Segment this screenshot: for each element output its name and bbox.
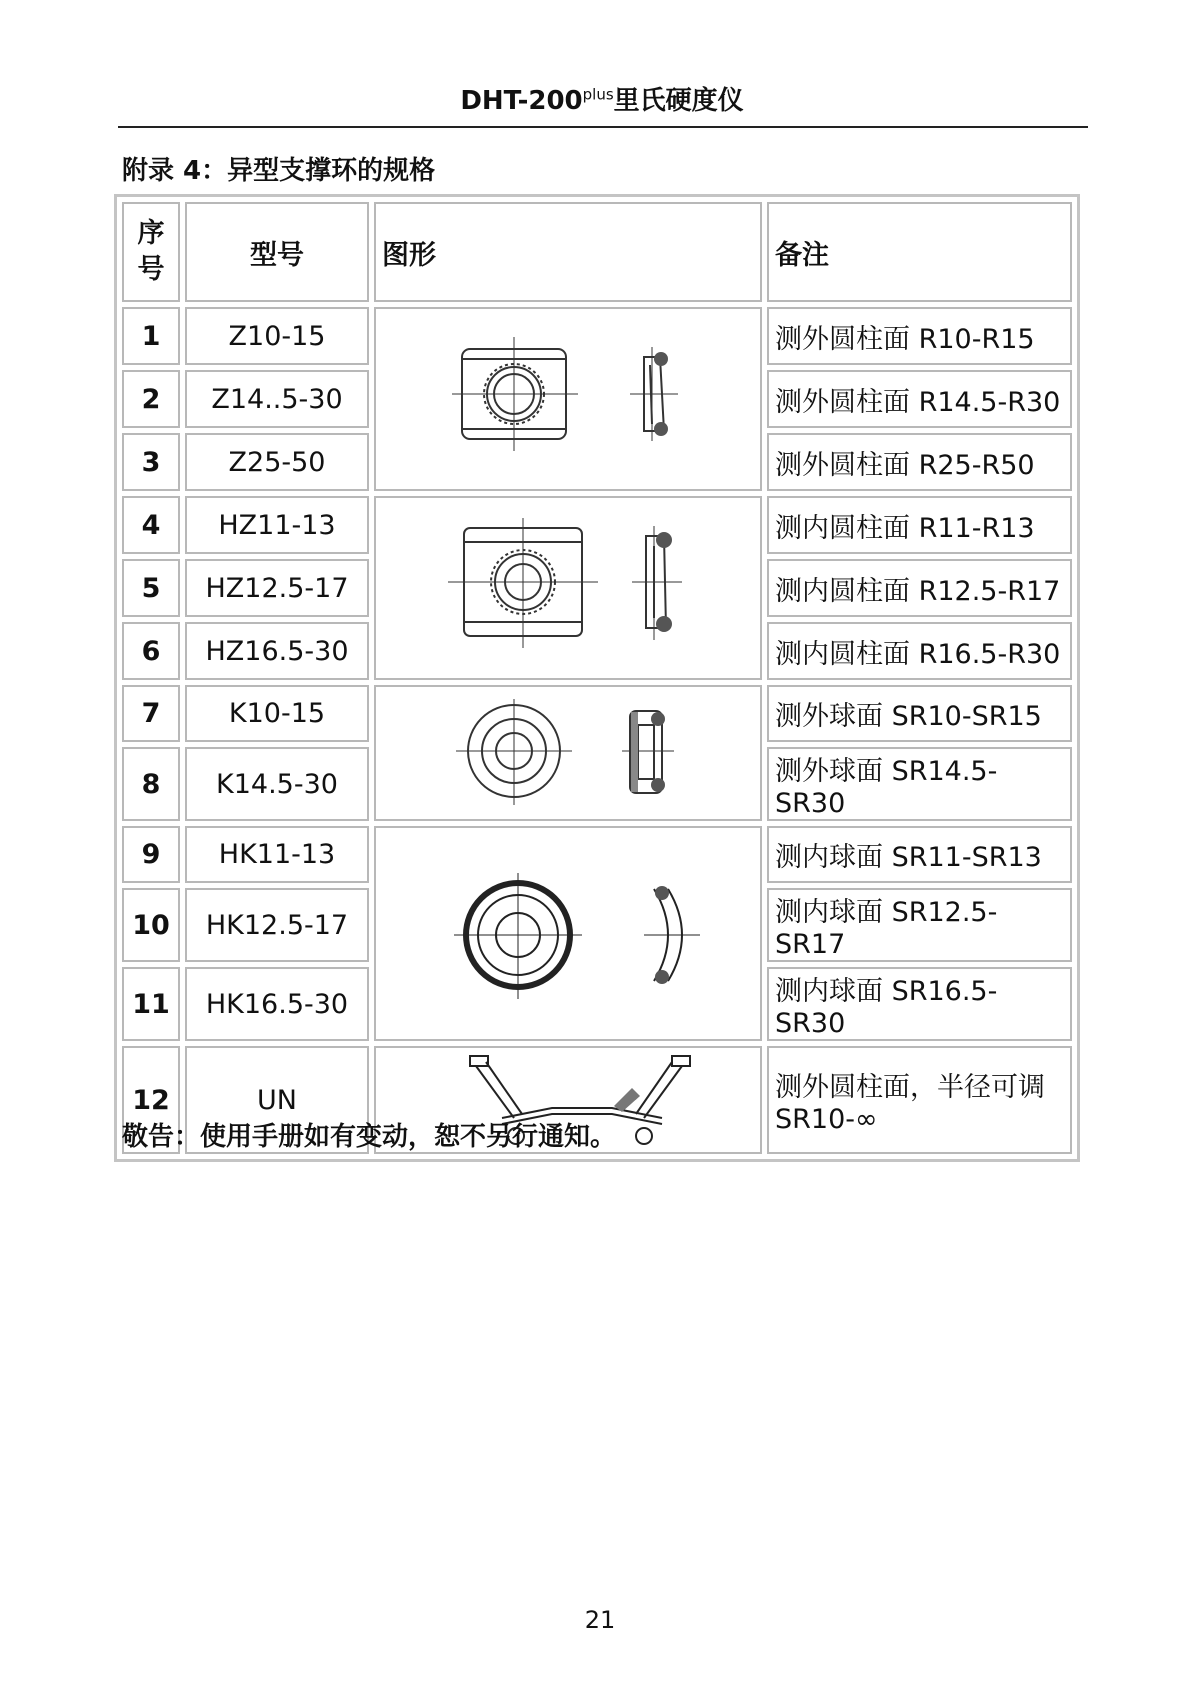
row-no: 8	[122, 747, 180, 821]
row-model: HK11-13	[185, 826, 369, 883]
row-no: 4	[122, 496, 180, 554]
row-model: HZ11-13	[185, 496, 369, 554]
row-no: 7	[122, 685, 180, 742]
row-remark: 测外圆柱面 R25-R50	[767, 433, 1072, 491]
table-header-row	[122, 202, 1072, 302]
page-number: 21	[584, 1606, 616, 1634]
row-remark: 测外球面 SR10-SR15	[767, 685, 1072, 742]
header-rule	[118, 126, 1088, 128]
row-remark: 测外球面 SR14.5-SR30	[767, 747, 1072, 821]
figure-k-ring	[374, 685, 762, 821]
row-no: 9	[122, 826, 180, 883]
table-row	[122, 496, 1072, 554]
row-model: HK12.5-17	[185, 888, 369, 962]
row-remark: 测内圆柱面 R11-R13	[767, 496, 1072, 554]
hk-ring-drawing	[382, 849, 754, 1019]
header-no: 序 号	[122, 202, 180, 302]
row-remark: 测外圆柱面 R10-R15	[767, 307, 1072, 365]
hz-ring-drawing	[382, 498, 754, 678]
header-title: 里氏硬度仪	[613, 86, 744, 116]
row-no: 11	[122, 967, 180, 1041]
row-model: K10-15	[185, 685, 369, 742]
row-model: HK16.5-30	[185, 967, 369, 1041]
figure-z-ring	[374, 307, 762, 491]
row-remark: 测外圆柱面 R14.5-R30	[767, 370, 1072, 428]
row-model: Z25-50	[185, 433, 369, 491]
row-no: 1	[122, 307, 180, 365]
row-remark: 测内球面 SR16.5-SR30	[767, 967, 1072, 1041]
remark-line-2: SR10-∞	[775, 1104, 878, 1135]
row-remark	[767, 1046, 1072, 1154]
row-remark: 测内圆柱面 R16.5-R30	[767, 622, 1072, 680]
row-remark: 测内圆柱面 R12.5-R17	[767, 559, 1072, 617]
table-row	[122, 826, 1072, 883]
row-model: Z14..5-30	[185, 370, 369, 428]
z-ring-drawing	[382, 309, 754, 489]
figure-hk-ring	[374, 826, 762, 1041]
spec-table	[114, 194, 1080, 1162]
header-figure: 图形	[374, 202, 762, 302]
header-sup: plus	[582, 85, 614, 104]
table-row	[122, 685, 1072, 742]
page-header	[118, 80, 1086, 117]
row-remark: 测内球面 SR12.5-SR17	[767, 888, 1072, 962]
section-title: 附录 4：异型支撑环的规格	[122, 156, 436, 186]
header-model: 型号	[185, 202, 369, 302]
row-no: 5	[122, 559, 180, 617]
header-model: DHT-200	[460, 86, 583, 116]
row-no: 3	[122, 433, 180, 491]
row-model: UN	[185, 1046, 369, 1154]
row-no: 6	[122, 622, 180, 680]
table-row	[122, 307, 1072, 365]
row-model: Z10-15	[185, 307, 369, 365]
header-remark: 备注	[767, 202, 1072, 302]
row-remark: 测内球面 SR11-SR13	[767, 826, 1072, 883]
remark-line-1: 测外圆柱面，半径可调	[775, 1072, 1045, 1103]
row-no: 10	[122, 888, 180, 962]
row-no: 2	[122, 370, 180, 428]
figure-hz-ring	[374, 496, 762, 680]
row-no: 12	[122, 1046, 180, 1154]
k-ring-drawing	[382, 695, 754, 811]
row-model: HZ12.5-17	[185, 559, 369, 617]
row-model: HZ16.5-30	[185, 622, 369, 680]
row-model: K14.5-30	[185, 747, 369, 821]
footer-note: 敬告：使用手册如有变动，恕不另行通知。	[122, 1122, 617, 1152]
